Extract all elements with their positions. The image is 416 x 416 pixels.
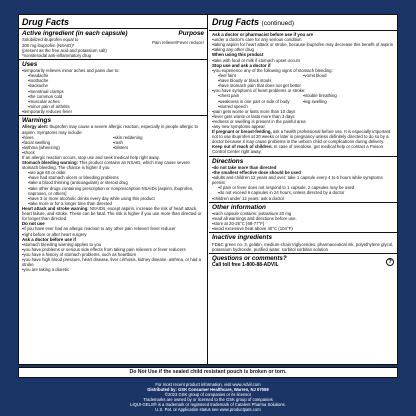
ask-doctor-item: ▪ you have a history of stomach problems, such as heartburn [22,252,204,257]
purpose-heading: Purpose [178,30,204,37]
bleeding-sign: ▪ have stomach pain that does not get better [212,83,303,88]
directions-section [209,157,397,203]
uses-heading: Uses [22,60,38,68]
stomach-item: ▪ take more or for a longer time than directed [22,201,204,206]
allergy-alert: Allergy alert: Ibuprofen may cause a severe allergic reaction, especially in people allergic to aspirin. Symptoms may include: [22,124,199,135]
active-line: Solubilized ibuprofen equal to [22,37,79,43]
inactive-ingredients-text: FD&C green no. 3, gelatin, medium-chain triglycerides, pharmaceutical ink, polyethylene glycol, potassium hydroxide, purified water, sorbitol sorbitan solution [212,241,394,252]
ask-pharmacist-heading: Ask a doctor or pharmacist before use if you are [212,32,314,37]
ask-doctor-item: ▪ you have problems or serious side effects from taking pain relievers or fever reducers [22,247,204,252]
heart-problem-intro: ▪ you have symptoms of heart problems or stroke: [212,88,394,93]
directions-item: ▪ the smallest effective dose should be used [212,170,394,175]
directions-item: ▪ do not exceed 6 capsules in 24 hours, unless directed by a doctor [212,190,394,195]
symptom-item: ▪ rash [113,140,204,145]
footer-line: Trademarks are owned by or licensed to the GSK group of companies [143,397,273,402]
do-not-use-item: ▪ if you have ever had an allergic reaction to any other pain reliever/ fever reducer [22,226,204,231]
purpose-text: Pain reliever/Fever reducer [152,39,204,45]
symptom-item: ▪ shock [22,150,113,155]
stomach-item: ▪ have 3 or more alcoholic drinks every day while using this product [22,196,204,201]
active-ingredient-heading: Active ingredient (in each capsule) [22,30,128,37]
drug-facts-left-column [19,15,208,364]
directions-item: ▪ do not take more than directed [212,165,394,170]
warnings-continued-section [209,31,397,157]
questions-heading: Questions or comments? [212,255,287,263]
stop-use-item: ▪ pain gets worse or lasts more than 10 days [212,109,394,114]
symptom-item: ▪ facial swelling [22,140,113,145]
stomach-bleeding-warning: Stomach bleeding warning: This product contains an NSAID, which may cause severe stomach bleeding. The chance is higher if you [22,160,190,171]
stop-use-item: ▪ any new symptoms appear [212,124,394,129]
uses-item: ▪ menstrual cramps [22,89,204,94]
uses-item: ▪ minor pain of arthritis [22,104,204,109]
footer-line: U.S. Pat. or Application status see www.productpats.com [155,407,261,412]
do-not-use-heading: Do not use [22,221,45,227]
inactive-ingredients-heading: Inactive ingredients [212,234,273,242]
directions-item: ▪ children under 12 years: ask a doctor [212,196,394,201]
bleeding-sign: ▪ have bloody or black stools [212,78,303,83]
drug-facts-title: Drug Facts [19,15,207,29]
pharmacist-item: ▪ taking aspirin for heart attack or stroke, because ibuprofen may decrease this benefit of aspirin [212,42,394,47]
do-not-use-item: ▪ right before or after heart surgery [22,232,204,237]
heart-symptom: ▪ chest pain [212,93,303,98]
heart-attack-warning: Heart attack and stroke warning: NSAIDs, except aspirin, increase the risk of heart attack, heart failure, and stroke. These can be fatal. The risk is higher if you use more than directed or for longer than directed. [22,205,202,222]
other-info-item: ▪ each capsule contains: potassium 20 mg [212,211,394,216]
uses-item: ▪ headache [22,73,204,78]
drug-facts-right-column [209,15,397,364]
stop-use-item: ▪ redness or swelling is present in the painful area [212,119,394,124]
directions-heading: Directions [212,157,244,165]
other-info-item: ▪ avoid excessive heat above 40°C (104°F) [212,226,394,231]
other-info-item: ▪ read all warnings and directions before use. [212,216,394,221]
footer-line: LIQUI-GELS® is a trademark or registered trademark of Catalent Pharma Solutions. [130,402,286,407]
directions-item: ▪ if pain or fever does not respond to 1 capsule, 2 capsules may be used [212,185,394,190]
tamper-warning-bar: Do Not Use if the sealed child resistant pouch is broken or torn. [18,367,398,378]
pharmacist-item: ▪ taking any other drug [212,47,394,52]
bleeding-sign: ▪ feel faint [212,73,303,78]
uses-item: ▪ toothache [22,78,204,83]
active-line: *nonsteroidal anti-inflammatory drug [22,52,92,58]
when-using-heading: When using this product [212,52,264,58]
ask-doctor-heading: Ask a doctor before use if [22,236,76,242]
bleeding-sign: ▪ vomit blood [303,73,394,78]
other-information-section [209,203,397,234]
questions-section [209,254,397,269]
uses-intro: ▪ temporarily relieves minor aches and pains due to: [22,68,204,73]
stop-use-heading: Stop use and ask a doctor if [212,62,271,68]
heart-symptom: ▪ leg swelling [303,99,394,104]
stomach-item: ▪ take a blood thinning (anticoagulant) or steroid drug [22,180,204,185]
warnings-heading: Warnings [22,117,51,125]
uses-section [19,60,207,116]
symptom-item: ▪ skin reddening [113,135,204,140]
drug-facts-panel [18,14,398,365]
question-mark-icon: ? [386,258,394,266]
ask-doctor-item: ▪ you have high blood pressure, heart disease, liver cirrhosis, kidney disease, asthma, or had a stroke [22,257,204,267]
drug-facts-title-continued: Drug Facts (continued) [209,15,397,31]
heart-symptom: ▪ trouble breathing [303,93,394,98]
symptom-item: ▪ asthma (wheezing) [22,145,113,150]
warnings-section [19,116,207,273]
symptom-item: ▪ hives [22,135,113,140]
when-using-item: ▪ take with food or milk if stomach upset occurs [212,58,394,63]
directions-item: ▪ adults and children 12 years and over: take 1 capsule every 4 to 6 hours while symptoms persist [212,175,394,185]
uses-item: ▪ backache [22,83,204,88]
heart-symptom: ▪ weakness in one part or side of body [212,99,303,104]
heart-symptom: ▪ slurred speech [212,104,303,109]
keep-out-of-reach: Keep out of reach of children. In case of overdose, get medical help or contact a Poison Control Center right away. [212,144,384,155]
footer-line: Distributed by: GSK Consumer Healthcare, Warren, NJ 07059 [147,387,269,392]
pregnancy-warning: If pregnant or breast-feeding, ask a health professional before use. It is especially important not to use ibuprofen at 20 weeks or later in pregnancy unless definitely directed to do so by a doctor because it may cause problems in the unborn child or complications during delivery. [212,129,391,145]
active-line: 200 mg ibuprofen (NSAID)* [22,42,75,48]
pharmacist-item: ▪ under a doctor's care for any serious condition [212,37,394,42]
footer-line: For most recent product information, visit www.Advil.com [155,382,261,387]
active-line: (present as the free acid and potassium salt) [22,47,107,53]
footer [18,382,398,412]
allergy-symptoms [22,135,204,155]
symptom-item: ▪ blisters [113,145,204,150]
uses-item: ▪ muscular aches [22,99,204,104]
stop-use-item: ▪ you experience any of the following signs of stomach bleeding: [212,68,394,73]
active-ingredient-section [19,29,207,60]
inactive-ingredients-section [209,233,397,254]
footer-line: ©2023 GSK group of companies or its licensor [164,392,252,397]
ask-doctor-item: ▪ stomach bleeding warning applies to you [22,242,204,247]
allergy-tail: If an allergic reaction occurs, stop use and seek medical help right away. [22,155,160,160]
stomach-item: ▪ take other drugs containing prescription or nonprescription NSAIDs [aspirin, ibuprofen, naproxen, or others] [22,186,204,196]
phone-number: Call toll free 1-800-88-ADVIL [212,262,279,269]
other-information-heading: Other information [212,203,266,211]
uses-item: ▪ the common cold [22,94,204,99]
stomach-item: ▪ are age 60 or older [22,170,204,175]
ask-doctor-item: ▪ you are taking a diuretic [22,267,204,272]
other-info-item: ▪ store at 20-25°C (68-77°F) [212,221,394,226]
uses-fever: ▪ temporarily reduces fever [22,109,204,114]
stomach-item: ▪ have had stomach ulcers or bleeding problems [22,175,204,180]
stop-use-item: ▪ fever gets worse or lasts more than 3 days [212,114,394,119]
